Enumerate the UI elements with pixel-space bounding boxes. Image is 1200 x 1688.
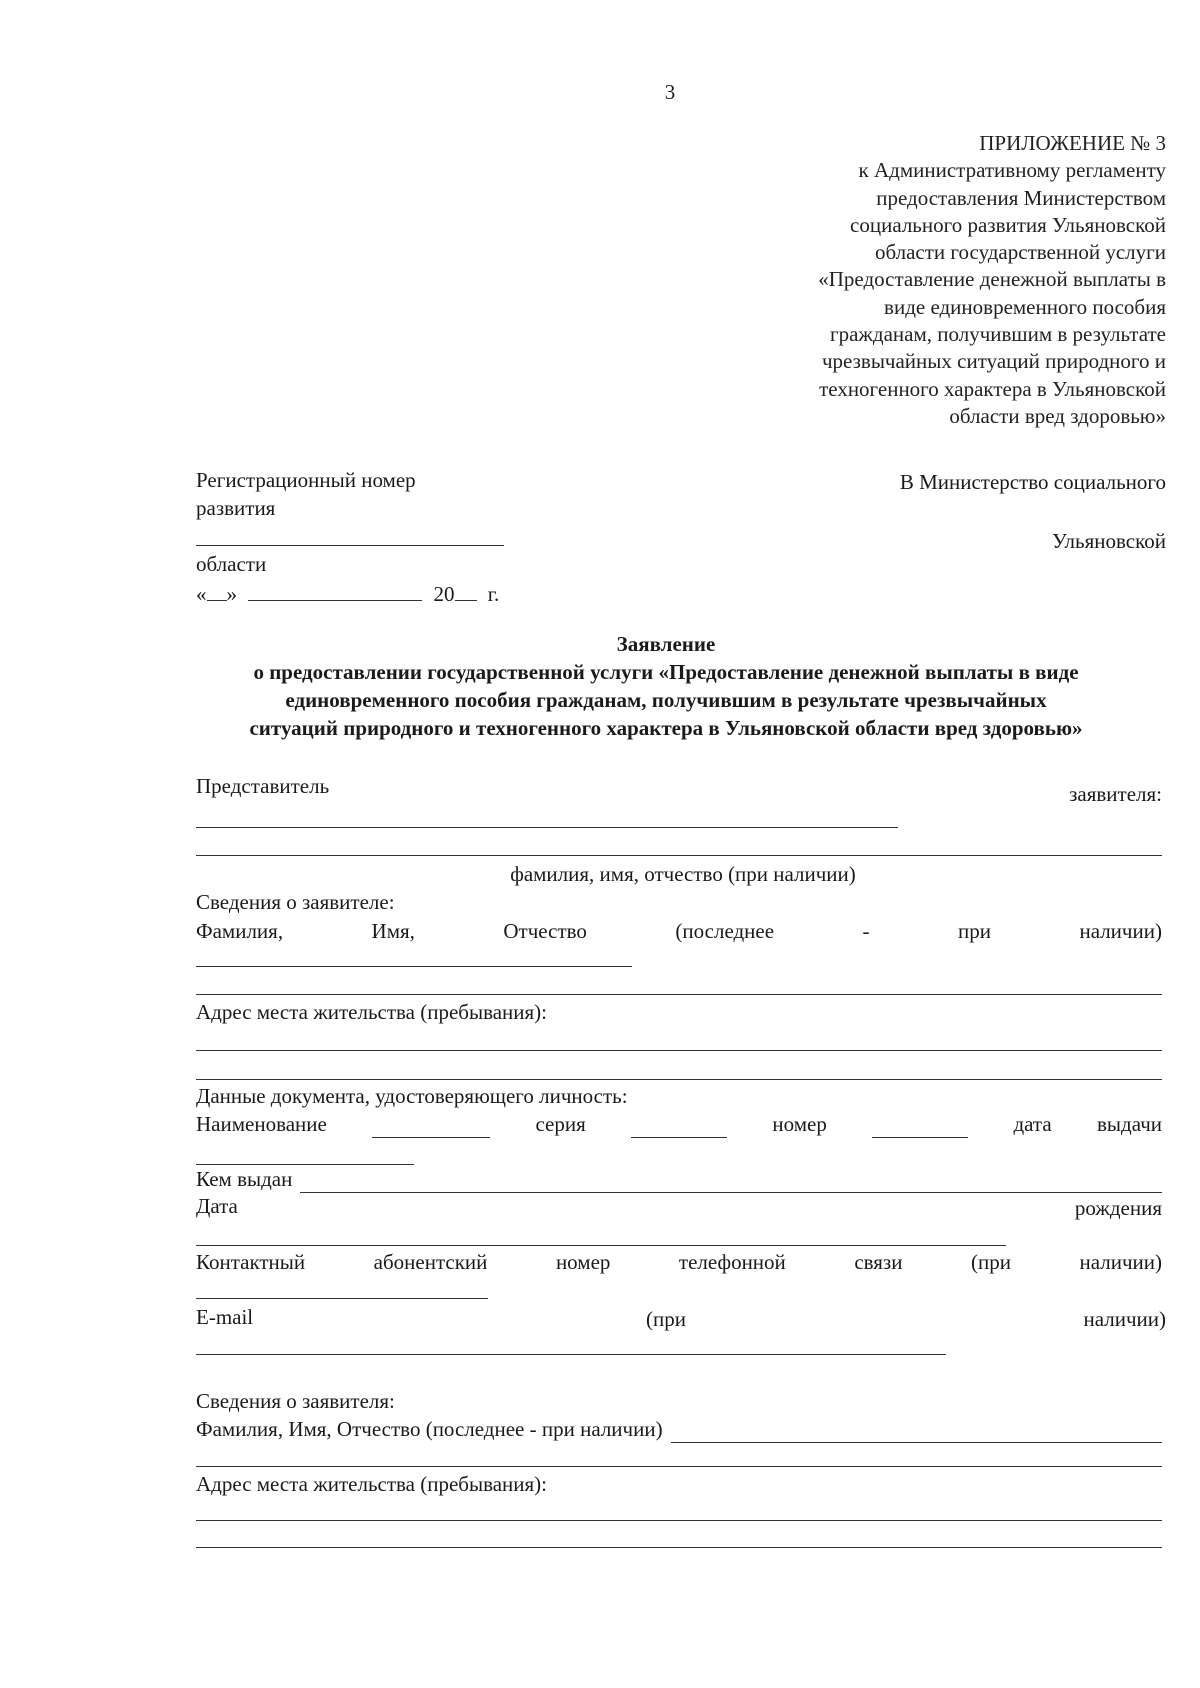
title-line: ситуаций природного и техногенного характера в Ульяновской области вред здоровью»: [249, 716, 1083, 740]
birth-label: Дата: [196, 1194, 238, 1218]
representative-label-right: заявителя:: [1069, 782, 1162, 806]
doc-date-label: дата: [1013, 1112, 1052, 1136]
fio-word: (последнее: [675, 919, 775, 943]
address2-field-2[interactable]: [196, 1547, 1162, 1548]
fio-caption: фамилия, имя, отчество (при наличии): [510, 862, 856, 886]
document-title: [196, 630, 1136, 742]
appendix-line: чрезвычайных ситуаций природного и: [821, 349, 1166, 374]
issued-by-field[interactable]: [300, 1172, 1162, 1193]
addressee-line-2: Ульяновской: [1052, 529, 1166, 553]
fio-word: Отчество: [503, 919, 587, 943]
applicant-header: Сведения о заявителе:: [196, 890, 395, 914]
date-open-quote: «: [196, 582, 207, 606]
address-field-2[interactable]: [196, 1079, 1162, 1080]
email-field[interactable]: [196, 1354, 946, 1355]
date-year-prefix: 20: [433, 582, 455, 606]
applicant2-fio-field-2[interactable]: [196, 1466, 1162, 1467]
doc-number-field[interactable]: [872, 1115, 968, 1138]
applicant2-fio-field[interactable]: [671, 1422, 1162, 1443]
appendix-line: предоставления Министерством: [876, 185, 1166, 210]
applicant2-fio-row: [196, 1415, 1162, 1443]
appendix-line: области вред здоровью»: [949, 403, 1166, 428]
representative-field[interactable]: [196, 827, 898, 828]
addressee-line: В Министерство социального: [899, 470, 1166, 494]
title-line: Заявление: [616, 632, 716, 656]
issued-by-label: Кем выдан: [196, 1167, 293, 1191]
phone-field[interactable]: [196, 1298, 488, 1299]
registration-label-2: развития: [196, 496, 276, 520]
fio-word: Имя,: [371, 919, 415, 943]
address2-label: Адрес места жительства (пребывания):: [196, 1472, 548, 1496]
appendix-header: [818, 130, 1166, 430]
address-field[interactable]: [196, 1050, 1162, 1051]
appendix-line: области государственной услуги: [874, 240, 1166, 265]
applicant-fio-field-2[interactable]: [196, 994, 1162, 995]
applicant2-fio-label: Фамилия, Имя, Отчество (последнее - при наличии): [196, 1417, 663, 1441]
phone-word: Контактный: [196, 1250, 306, 1274]
phone-word: абонентский: [373, 1250, 488, 1274]
phone-word: связи: [854, 1250, 903, 1274]
representative-label: Представитель: [196, 774, 330, 798]
phone-word: телефонной: [678, 1250, 786, 1274]
email-label: E-mail: [196, 1305, 254, 1329]
appendix-line: «Предоставление денежной выплаты в: [818, 267, 1166, 292]
date-year-suffix: г.: [487, 582, 500, 606]
doc-series-label: серия: [535, 1112, 586, 1136]
fio-word: -: [862, 919, 870, 943]
applicant-fio-row: [196, 917, 1162, 945]
document-row: [196, 1110, 1162, 1138]
date-day-field[interactable]: [207, 582, 227, 601]
fio-word: наличии): [1079, 919, 1162, 943]
registration-label-3: области: [196, 552, 267, 576]
appendix-line: к Административному регламенту: [858, 158, 1166, 183]
representative-field-2[interactable]: [196, 855, 1162, 856]
appendix-line: гражданам, получившим в результате: [829, 322, 1166, 347]
doc-name-field[interactable]: [372, 1115, 490, 1138]
fio-word: при: [958, 919, 991, 943]
email-note-right: наличии): [1083, 1307, 1166, 1331]
birth-date-field[interactable]: [196, 1245, 1006, 1246]
email-note: (при: [646, 1307, 686, 1331]
doc-issue-label: выдачи: [1097, 1112, 1162, 1136]
title-line: о предоставлении государственной услуги «Предоставление денежной выплаты в виде: [253, 660, 1079, 684]
representative-row: [196, 772, 1162, 808]
address2-field[interactable]: [196, 1520, 1162, 1521]
appendix-line: виде единовременного пособия: [884, 294, 1166, 319]
phone-row: [196, 1248, 1162, 1276]
doc-number-label: номер: [772, 1112, 827, 1136]
birth-row: [196, 1192, 1162, 1222]
applicant2-header: Сведения о заявителя:: [196, 1389, 395, 1413]
applicant-fio-field[interactable]: [196, 966, 632, 967]
phone-word: (при: [970, 1250, 1011, 1274]
phone-word: номер: [555, 1250, 611, 1274]
appendix-line: техногенного характера в Ульяновской: [819, 376, 1166, 401]
fio-word: Фамилия,: [196, 919, 284, 943]
appendix-line: социального развития Ульяновской: [850, 212, 1166, 237]
page-number: 3: [664, 80, 676, 104]
registration-date: [196, 580, 499, 608]
registration-number-field[interactable]: [196, 545, 504, 546]
registration-label: Регистрационный номер: [196, 468, 416, 492]
issued-by-row: [196, 1165, 1162, 1193]
date-year-field[interactable]: [455, 582, 477, 601]
address-label: Адрес места жительства (пребывания):: [196, 1000, 548, 1024]
date-month-field[interactable]: [248, 582, 422, 601]
doc-series-field[interactable]: [631, 1115, 727, 1138]
title-line: единовременного пособия гражданам, получившим в результате чрезвычайных: [285, 688, 1047, 712]
document-header: Данные документа, удостоверяющего личность:: [196, 1084, 628, 1108]
appendix-title: ПРИЛОЖЕНИЕ № 3: [979, 131, 1166, 155]
birth-label-right: рождения: [1074, 1196, 1162, 1220]
date-close-quote: »: [226, 582, 237, 606]
doc-name-label: Наименование: [196, 1112, 327, 1136]
phone-word: наличии): [1079, 1250, 1162, 1274]
